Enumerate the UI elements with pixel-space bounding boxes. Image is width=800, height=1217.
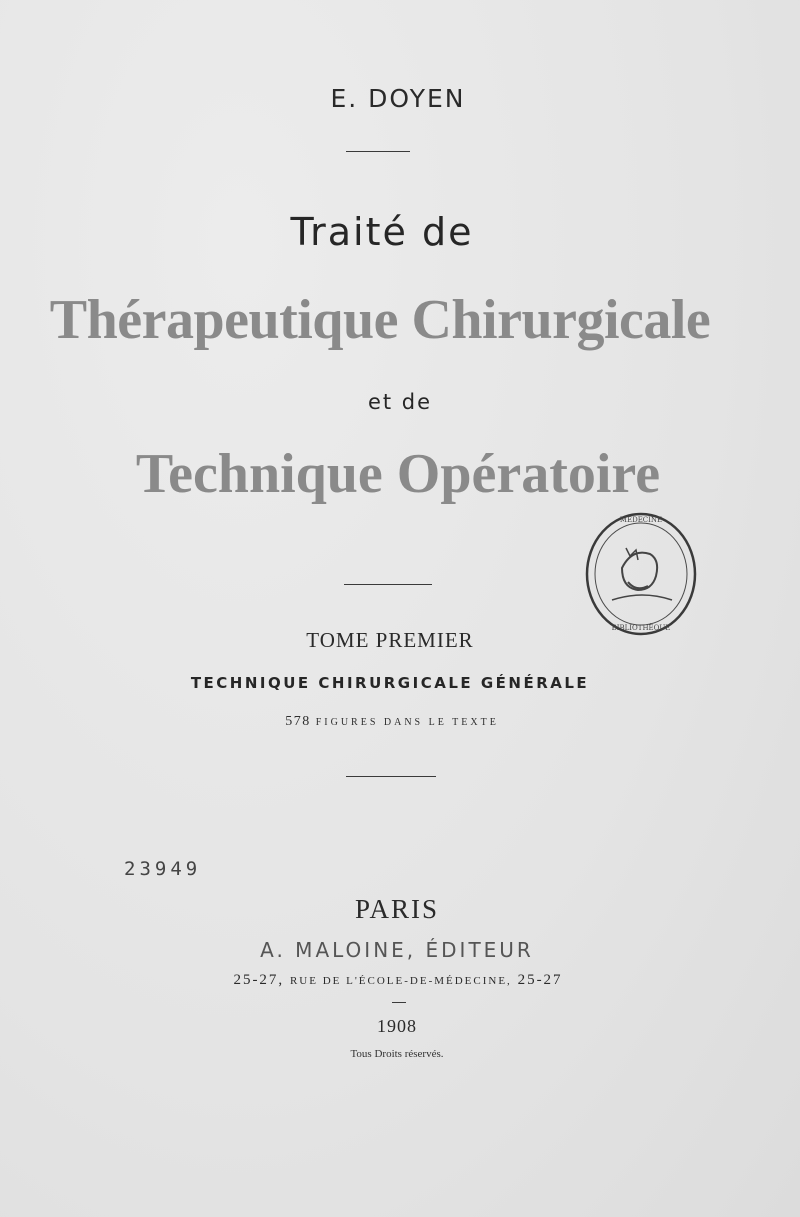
title-line-1: Traité de: [290, 210, 474, 254]
address-street: RUE DE L'ÉCOLE-DE-MÉDECINE,: [289, 975, 512, 987]
divider-rule: [346, 776, 436, 777]
svg-text:MÉDECINE: MÉDECINE: [619, 516, 663, 524]
imprint-year: 1908: [377, 1016, 417, 1036]
address-number-left: 25-27,: [233, 972, 285, 988]
figures-note: [0, 714, 792, 730]
imprint-publisher: A. MALOINE, ÉDITEUR: [260, 938, 534, 962]
divider-rule: [344, 584, 432, 585]
imprint-rights: Tous Droits réservés.: [350, 1048, 444, 1060]
imprint-city: PARIS: [354, 894, 440, 924]
library-stamp-seal: [582, 508, 700, 640]
divider-rule: [392, 1002, 406, 1003]
address-number-right: 25-27: [517, 972, 563, 988]
figures-count: 578: [285, 714, 311, 729]
svg-text:BIBLIOTHÈQUE: BIBLIOTHÈQUE: [611, 624, 671, 632]
divider-rule: [346, 151, 410, 152]
shelf-number: 23949: [124, 858, 202, 880]
title-line-2: Thérapeutique Chirurgicale: [49, 289, 711, 351]
title-conjunction: et de: [367, 390, 433, 414]
author-name: E. DOYEN: [330, 84, 466, 113]
title-line-3: Technique Opératoire: [135, 443, 661, 505]
volume-number: TOME PREMIER: [306, 628, 474, 652]
figures-text: FIGURES DANS LE TEXTE: [315, 717, 499, 728]
imprint-address: [0, 972, 798, 989]
volume-subject: TECHNIQUE CHIRURGICALE GÉNÉRALE: [190, 674, 590, 692]
